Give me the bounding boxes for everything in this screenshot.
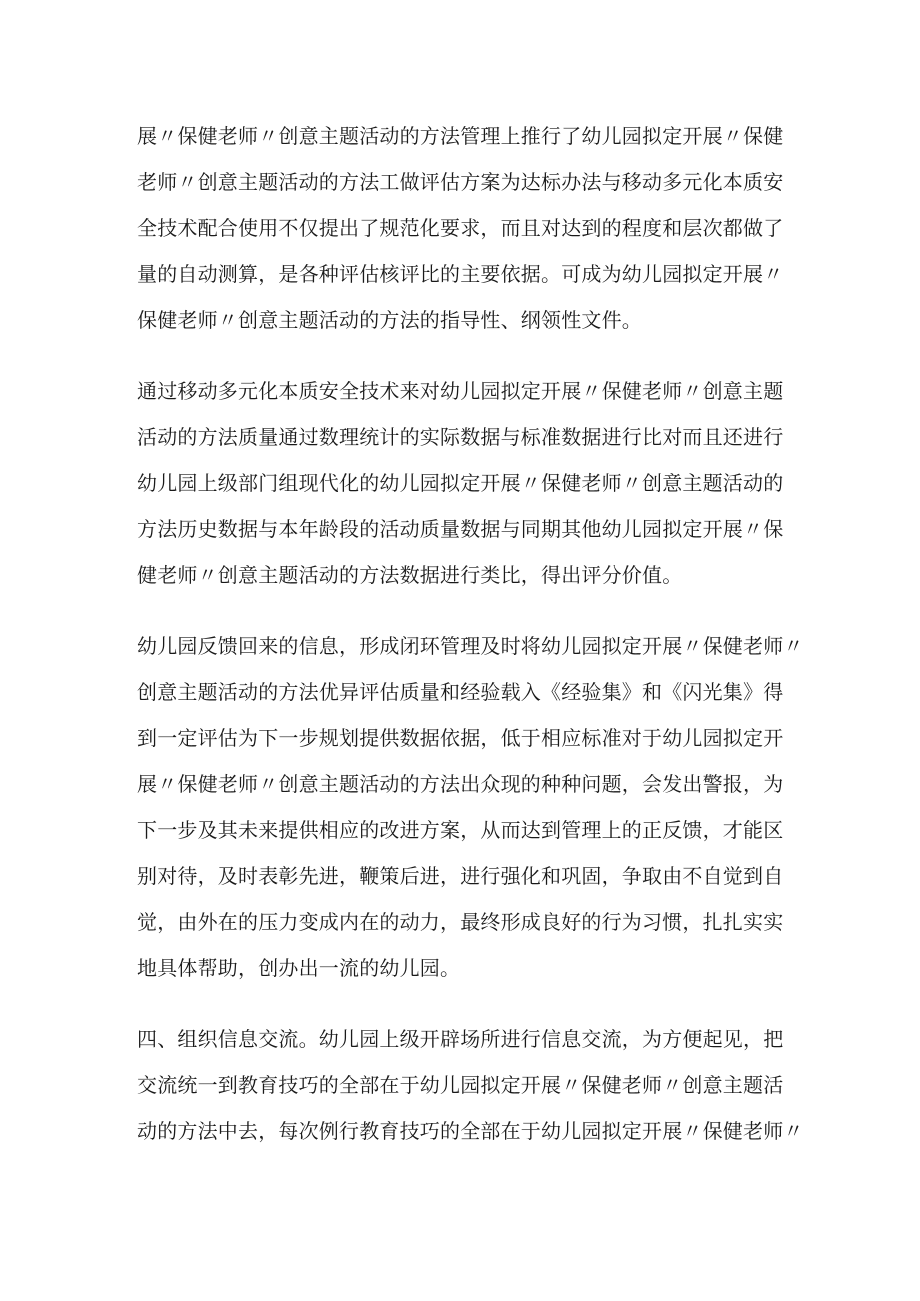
text-line: 老师〃创意主题活动的方法工做评估方案为达标办法与移动多元化本质安: [137, 170, 784, 194]
text-line: 动的方法中去，每次例行教育技巧的全部在于幼儿园拟定开展〃保健老师〃: [137, 1119, 804, 1143]
text-line: 量的自动测算，是各种评估核评比的主要依据。可成为幼儿园拟定开展〃: [137, 262, 784, 286]
text-line: 创意主题活动的方法优异评估质量和经验载入《经验集》和《闪光集》得: [137, 680, 784, 704]
text-line: 地具体帮助，创办出一流的幼儿园。: [137, 956, 461, 980]
text-line: 交流统一到教育技巧的全部在于幼儿园拟定开展〃保健老师〃创意主题活: [137, 1073, 784, 1097]
text-line: 展〃保健老师〃创意主题活动的方法管理上推行了幼儿园拟定开展〃保健: [137, 124, 784, 148]
text-line: 方法历史数据与本年龄段的活动质量数据与同期其他幼儿园拟定开展〃保: [137, 517, 784, 541]
text-line: 保健老师〃创意主题活动的方法的指导性、纲领性文件。: [137, 308, 642, 332]
document-body: [137, 113, 804, 1179]
text-line: 展〃保健老师〃创意主题活动的方法出众现的种种问题，会发出警报，为: [137, 772, 784, 796]
text-line: 通过移动多元化本质安全技术来对幼儿园拟定开展〃保健老师〃创意主题: [137, 379, 784, 403]
paragraph-3: [137, 623, 804, 991]
paragraph-4: [137, 1016, 804, 1154]
paragraph-2: [137, 368, 787, 598]
text-line: 到一定评估为下一步规划提供数据依据，低于相应标准对于幼儿园拟定开: [137, 726, 784, 750]
text-line: 下一步及其未来提供相应的改进方案，从而达到管理上的正反馈，才能区: [137, 818, 784, 842]
text-line: 四、组织信息交流。幼儿园上级开辟场所进行信息交流，为方便起见，把: [137, 1027, 784, 1051]
text-line: 全技术配合使用不仅提出了规范化要求，而且对达到的程度和层次都做了: [137, 216, 784, 240]
text-line: 健老师〃创意主题活动的方法数据进行类比，得出评分价值。: [137, 563, 683, 587]
text-line: 活动的方法质量通过数理统计的实际数据与标准数据进行比对而且还进行: [137, 425, 784, 449]
paragraph-1: [137, 113, 787, 343]
text-line: 别对待，及时表彰先进，鞭策后进，进行强化和巩固，争取由不自觉到自: [137, 864, 784, 888]
text-line: 幼儿园反馈回来的信息，形成闭环管理及时将幼儿园拟定开展〃保健老师〃: [137, 634, 804, 658]
text-line: 觉，由外在的压力变成内在的动力，最终形成良好的行为习惯，扎扎实实: [137, 910, 784, 934]
text-line: 幼儿园上级部门组现代化的幼儿园拟定开展〃保健老师〃创意主题活动的: [137, 471, 784, 495]
